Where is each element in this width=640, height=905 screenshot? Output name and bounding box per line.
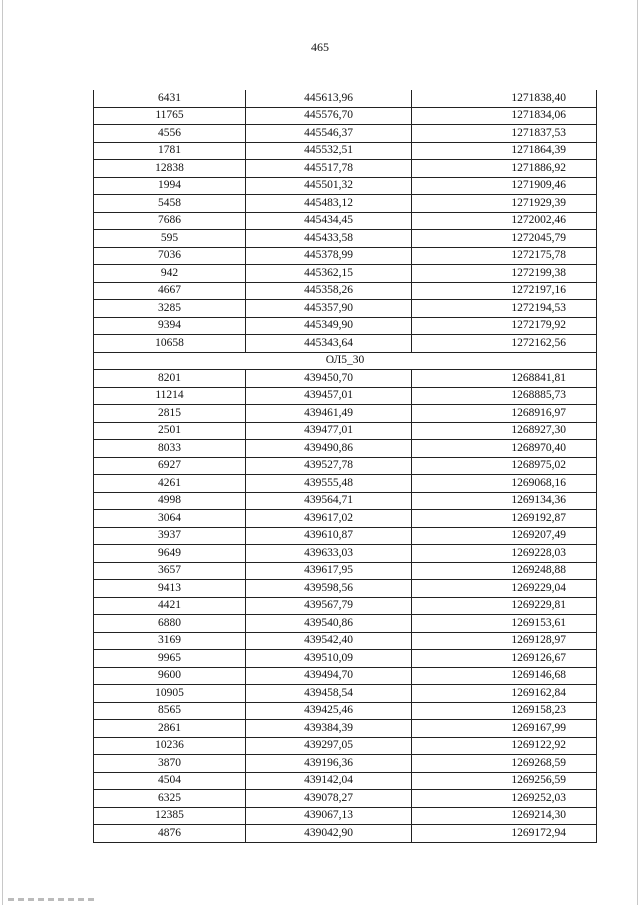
y-coordinate-cell: 1268916,97	[412, 405, 597, 423]
point-number-cell: 3657	[94, 562, 246, 580]
point-number-cell: 4261	[94, 475, 246, 493]
x-coordinate-cell: 439461,49	[246, 405, 412, 423]
point-number-cell: 3937	[94, 527, 246, 545]
point-number-cell: 9413	[94, 580, 246, 598]
table-row	[94, 772, 597, 790]
x-coordinate-cell: 439555,48	[246, 475, 412, 493]
table-row	[94, 335, 597, 353]
x-coordinate-cell: 439542,40	[246, 632, 412, 650]
x-coordinate-cell: 439540,86	[246, 615, 412, 633]
x-coordinate-cell: 445433,58	[246, 230, 412, 248]
point-number-cell: 6927	[94, 457, 246, 475]
table-row	[94, 685, 597, 703]
point-number-cell: 11214	[94, 387, 246, 405]
table-row	[94, 650, 597, 668]
point-number-cell: 4876	[94, 825, 246, 843]
x-coordinate-cell: 439567,79	[246, 597, 412, 615]
page-edge-left	[2, 0, 3, 905]
point-number-cell: 7036	[94, 247, 246, 265]
point-number-cell: 12385	[94, 807, 246, 825]
point-number-cell: 11765	[94, 107, 246, 125]
y-coordinate-cell: 1269256,59	[412, 772, 597, 790]
point-number-cell: 9965	[94, 650, 246, 668]
point-number-cell: 10658	[94, 335, 246, 353]
y-coordinate-cell: 1268927,30	[412, 422, 597, 440]
y-coordinate-cell: 1268841,81	[412, 370, 597, 388]
y-coordinate-cell: 1269229,81	[412, 597, 597, 615]
y-coordinate-cell: 1269228,03	[412, 545, 597, 563]
y-coordinate-cell: 1268975,02	[412, 457, 597, 475]
table-row	[94, 615, 597, 633]
y-coordinate-cell: 1271864,39	[412, 142, 597, 160]
point-number-cell: 10236	[94, 737, 246, 755]
table-row	[94, 755, 597, 773]
table-row	[94, 177, 597, 195]
x-coordinate-cell: 439458,54	[246, 685, 412, 703]
point-number-cell: 10905	[94, 685, 246, 703]
coordinates-table	[93, 90, 597, 843]
x-coordinate-cell: 439067,13	[246, 807, 412, 825]
point-number-cell: 1994	[94, 177, 246, 195]
table-row	[94, 422, 597, 440]
x-coordinate-cell: 445532,51	[246, 142, 412, 160]
table-row	[94, 300, 597, 318]
point-number-cell: 9394	[94, 317, 246, 335]
x-coordinate-cell: 445613,96	[246, 90, 412, 107]
y-coordinate-cell: 1269153,61	[412, 615, 597, 633]
point-number-cell: 8201	[94, 370, 246, 388]
x-coordinate-cell: 445343,64	[246, 335, 412, 353]
table-body-upper	[94, 90, 597, 352]
x-coordinate-cell: 439610,87	[246, 527, 412, 545]
y-coordinate-cell: 1269122,92	[412, 737, 597, 755]
y-coordinate-cell: 1271886,92	[412, 160, 597, 178]
table-row	[94, 405, 597, 423]
y-coordinate-cell: 1271838,40	[412, 90, 597, 107]
y-coordinate-cell: 1269214,30	[412, 807, 597, 825]
x-coordinate-cell: 445349,90	[246, 317, 412, 335]
x-coordinate-cell: 439425,46	[246, 702, 412, 720]
point-number-cell: 5458	[94, 195, 246, 213]
point-number-cell: 4421	[94, 597, 246, 615]
y-coordinate-cell: 1272045,79	[412, 230, 597, 248]
y-coordinate-cell: 1272162,56	[412, 335, 597, 353]
table-row	[94, 720, 597, 738]
table-row	[94, 282, 597, 300]
x-coordinate-cell: 439384,39	[246, 720, 412, 738]
table-row	[94, 370, 597, 388]
point-number-cell: 8565	[94, 702, 246, 720]
point-number-cell: 6325	[94, 790, 246, 808]
x-coordinate-cell: 439494,70	[246, 667, 412, 685]
point-number-cell: 4998	[94, 492, 246, 510]
table-row	[94, 457, 597, 475]
x-coordinate-cell: 445362,15	[246, 265, 412, 283]
scan-mark	[8, 898, 98, 901]
table-row	[94, 825, 597, 843]
y-coordinate-cell: 1269248,88	[412, 562, 597, 580]
table-row	[94, 510, 597, 528]
y-coordinate-cell: 1271834,06	[412, 107, 597, 125]
x-coordinate-cell: 445434,45	[246, 212, 412, 230]
table-row	[94, 195, 597, 213]
page-number: 465	[311, 40, 329, 54]
x-coordinate-cell: 439564,71	[246, 492, 412, 510]
table-row	[94, 702, 597, 720]
table-row	[94, 807, 597, 825]
table-row	[94, 737, 597, 755]
point-number-cell: 1781	[94, 142, 246, 160]
x-coordinate-cell: 439450,70	[246, 370, 412, 388]
x-coordinate-cell: 439477,01	[246, 422, 412, 440]
table-row	[94, 160, 597, 178]
point-number-cell: 2815	[94, 405, 246, 423]
x-coordinate-cell: 439196,36	[246, 755, 412, 773]
y-coordinate-cell: 1269172,94	[412, 825, 597, 843]
y-coordinate-cell: 1268885,73	[412, 387, 597, 405]
table-body-lower	[94, 370, 597, 843]
table-row	[94, 597, 597, 615]
y-coordinate-cell: 1269167,99	[412, 720, 597, 738]
table-row	[94, 212, 597, 230]
table-row	[94, 107, 597, 125]
point-number-cell: 2501	[94, 422, 246, 440]
point-number-cell: 9600	[94, 667, 246, 685]
x-coordinate-cell: 439527,78	[246, 457, 412, 475]
x-coordinate-cell: 439617,02	[246, 510, 412, 528]
section-header-row	[94, 352, 597, 370]
table-row	[94, 440, 597, 458]
table-row	[94, 247, 597, 265]
point-number-cell: 2861	[94, 720, 246, 738]
table-row	[94, 527, 597, 545]
table-section	[94, 352, 597, 370]
y-coordinate-cell: 1271909,46	[412, 177, 597, 195]
table-row	[94, 492, 597, 510]
x-coordinate-cell: 445483,12	[246, 195, 412, 213]
y-coordinate-cell: 1272197,16	[412, 282, 597, 300]
point-number-cell: 6880	[94, 615, 246, 633]
table-row	[94, 475, 597, 493]
point-number-cell: 6431	[94, 90, 246, 107]
table-row	[94, 562, 597, 580]
point-number-cell: 4504	[94, 772, 246, 790]
y-coordinate-cell: 1272199,38	[412, 265, 597, 283]
table-row	[94, 317, 597, 335]
point-number-cell: 3064	[94, 510, 246, 528]
x-coordinate-cell: 439297,05	[246, 737, 412, 755]
point-number-cell: 4556	[94, 125, 246, 143]
table-row	[94, 230, 597, 248]
y-coordinate-cell: 1272179,92	[412, 317, 597, 335]
point-number-cell: 3169	[94, 632, 246, 650]
x-coordinate-cell: 445501,32	[246, 177, 412, 195]
table-row	[94, 265, 597, 283]
x-coordinate-cell: 445576,70	[246, 107, 412, 125]
y-coordinate-cell: 1269158,23	[412, 702, 597, 720]
table-row	[94, 667, 597, 685]
x-coordinate-cell: 445358,26	[246, 282, 412, 300]
point-number-cell: 4667	[94, 282, 246, 300]
y-coordinate-cell: 1269068,16	[412, 475, 597, 493]
x-coordinate-cell: 445546,37	[246, 125, 412, 143]
x-coordinate-cell: 439490,86	[246, 440, 412, 458]
section-label: ОЛ5_30	[94, 352, 597, 370]
y-coordinate-cell: 1269128,97	[412, 632, 597, 650]
x-coordinate-cell: 439078,27	[246, 790, 412, 808]
y-coordinate-cell: 1269146,68	[412, 667, 597, 685]
x-coordinate-cell: 445357,90	[246, 300, 412, 318]
table-row	[94, 90, 597, 107]
x-coordinate-cell: 439042,90	[246, 825, 412, 843]
y-coordinate-cell: 1269207,49	[412, 527, 597, 545]
y-coordinate-cell: 1269268,59	[412, 755, 597, 773]
point-number-cell: 9649	[94, 545, 246, 563]
y-coordinate-cell: 1269229,04	[412, 580, 597, 598]
point-number-cell: 595	[94, 230, 246, 248]
y-coordinate-cell: 1271837,53	[412, 125, 597, 143]
table-row	[94, 790, 597, 808]
table-row	[94, 125, 597, 143]
y-coordinate-cell: 1268970,40	[412, 440, 597, 458]
y-coordinate-cell: 1269162,84	[412, 685, 597, 703]
y-coordinate-cell: 1272175,78	[412, 247, 597, 265]
point-number-cell: 3870	[94, 755, 246, 773]
y-coordinate-cell: 1269126,67	[412, 650, 597, 668]
table-row	[94, 387, 597, 405]
point-number-cell: 12838	[94, 160, 246, 178]
x-coordinate-cell: 445517,78	[246, 160, 412, 178]
table-row	[94, 545, 597, 563]
x-coordinate-cell: 439457,01	[246, 387, 412, 405]
x-coordinate-cell: 445378,99	[246, 247, 412, 265]
page-edge-right	[637, 0, 638, 905]
x-coordinate-cell: 439510,09	[246, 650, 412, 668]
table-row	[94, 142, 597, 160]
x-coordinate-cell: 439598,56	[246, 580, 412, 598]
y-coordinate-cell: 1272002,46	[412, 212, 597, 230]
point-number-cell: 3285	[94, 300, 246, 318]
y-coordinate-cell: 1269134,36	[412, 492, 597, 510]
x-coordinate-cell: 439142,04	[246, 772, 412, 790]
table-row	[94, 632, 597, 650]
y-coordinate-cell: 1272194,53	[412, 300, 597, 318]
point-number-cell: 8033	[94, 440, 246, 458]
x-coordinate-cell: 439617,95	[246, 562, 412, 580]
y-coordinate-cell: 1269252,03	[412, 790, 597, 808]
point-number-cell: 942	[94, 265, 246, 283]
x-coordinate-cell: 439633,03	[246, 545, 412, 563]
point-number-cell: 7686	[94, 212, 246, 230]
y-coordinate-cell: 1269192,87	[412, 510, 597, 528]
y-coordinate-cell: 1271929,39	[412, 195, 597, 213]
table-row	[94, 580, 597, 598]
